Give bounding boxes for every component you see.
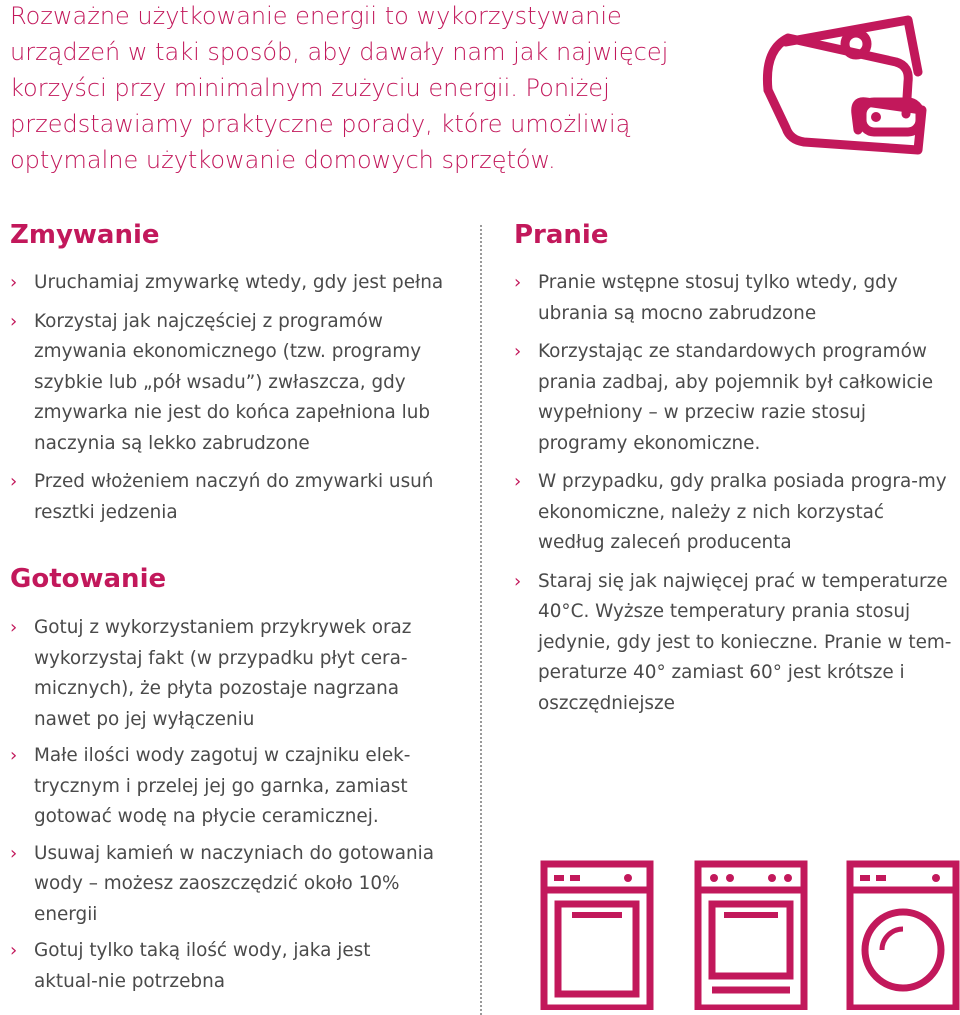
list-item-text: Gotuj tylko taką ilość wody, jaka jest aktual-nie potrzebna: [34, 940, 371, 992]
list-item-text: W przypadku, gdy pralka posiada progra-my ekonomiczne, należy z nich korzystać według zaleceń producenta: [538, 471, 947, 553]
list-item-text: Gotuj z wykorzystaniem przykrywek oraz wykorzystaj fakt (w przypadku płyt cera-micznych), że płyta pozostaje nagrzana nawet po jej wyłączeniu: [34, 617, 412, 730]
list-item: [514, 467, 954, 559]
oven-icon: [694, 860, 808, 1010]
section-title-gotowanie: Gotowanie: [10, 564, 167, 594]
chevron-right-icon: ›: [514, 272, 522, 293]
section-title-pranie: Pranie: [514, 220, 609, 250]
list-item-text: Pranie wstępne stosuj tylko wtedy, gdy ubrania są mocno zabrudzone: [538, 272, 898, 324]
list-item: [10, 268, 460, 299]
list-item: [10, 307, 460, 460]
list-item: [514, 268, 954, 329]
chevron-right-icon: ›: [514, 341, 522, 362]
list-item-text: Przed włożeniem naczyń do zmywarki usuń resztki jedzenia: [34, 471, 434, 523]
list-item-text: Małe ilości wody zagotuj w czajniku elek-trycznym i przelej jej go garnka, zamiast gotować wodę na płycie ceramicznej.: [34, 745, 411, 827]
chevron-right-icon: ›: [10, 617, 18, 638]
dishwasher-icon: [540, 860, 654, 1010]
chevron-right-icon: ›: [10, 940, 18, 961]
list-item-text: Korzystaj jak najczęściej z programów zmywania ekonomicznego (tzw. programy szybkie lub „pół wsadu”) zwłaszcza, gdy zmywarka nie jest do końca zapełniona lub naczynia są lekko zabrudzone: [34, 310, 431, 454]
zmywanie-list: [10, 268, 460, 528]
chevron-right-icon: ›: [10, 272, 18, 293]
pranie-list: [514, 268, 954, 719]
list-item: [10, 613, 440, 735]
wallet-icon: [758, 10, 928, 160]
list-item: [514, 567, 954, 720]
gotowanie-list: [10, 613, 440, 997]
list-item: [514, 337, 954, 459]
list-item-text: Uruchamiaj zmywarkę wtedy, gdy jest pełna: [34, 272, 444, 293]
list-item: [10, 839, 440, 931]
chevron-right-icon: ›: [10, 745, 18, 766]
chevron-right-icon: ›: [10, 471, 18, 492]
list-item: [10, 467, 460, 528]
list-item-text: Staraj się jak najwięcej prać w temperaturze 40°C. Wyższe temperatury prania stosuj jedynie, gdy jest to konieczne. Pranie w tem-peraturze 40° zamiast 60° jest krótsze i oszczędniejsze: [538, 570, 952, 714]
section-title-zmywanie: Zmywanie: [10, 220, 160, 250]
column-divider: [480, 225, 482, 1015]
chevron-right-icon: ›: [514, 570, 522, 592]
chevron-right-icon: ›: [10, 310, 18, 332]
list-item-text: Korzystając ze standardowych programów prania zadbaj, aby pojemnik był całkowicie wypełniony – w przeciw razie stosuj programy ekonomiczne.: [538, 341, 934, 454]
chevron-right-icon: ›: [514, 471, 522, 492]
list-item-text: Usuwaj kamień w naczyniach do gotowania wody – możesz zaoszczędzić około 10% energii: [34, 842, 435, 925]
chevron-right-icon: ›: [10, 842, 18, 864]
list-item: [10, 741, 440, 833]
list-item: [10, 936, 440, 997]
washing-machine-icon: [846, 860, 960, 1010]
intro-text: Rozważne użytkowanie energii to wykorzystywanie urządzeń w taki sposób, aby dawały nam jak najwięcej korzyści przy minimalnym zużyciu energii. Poniżej przedstawiamy praktyczne porady, które umożliwią optymalne użytkowanie domowych sprzętów.: [10, 2, 669, 174]
